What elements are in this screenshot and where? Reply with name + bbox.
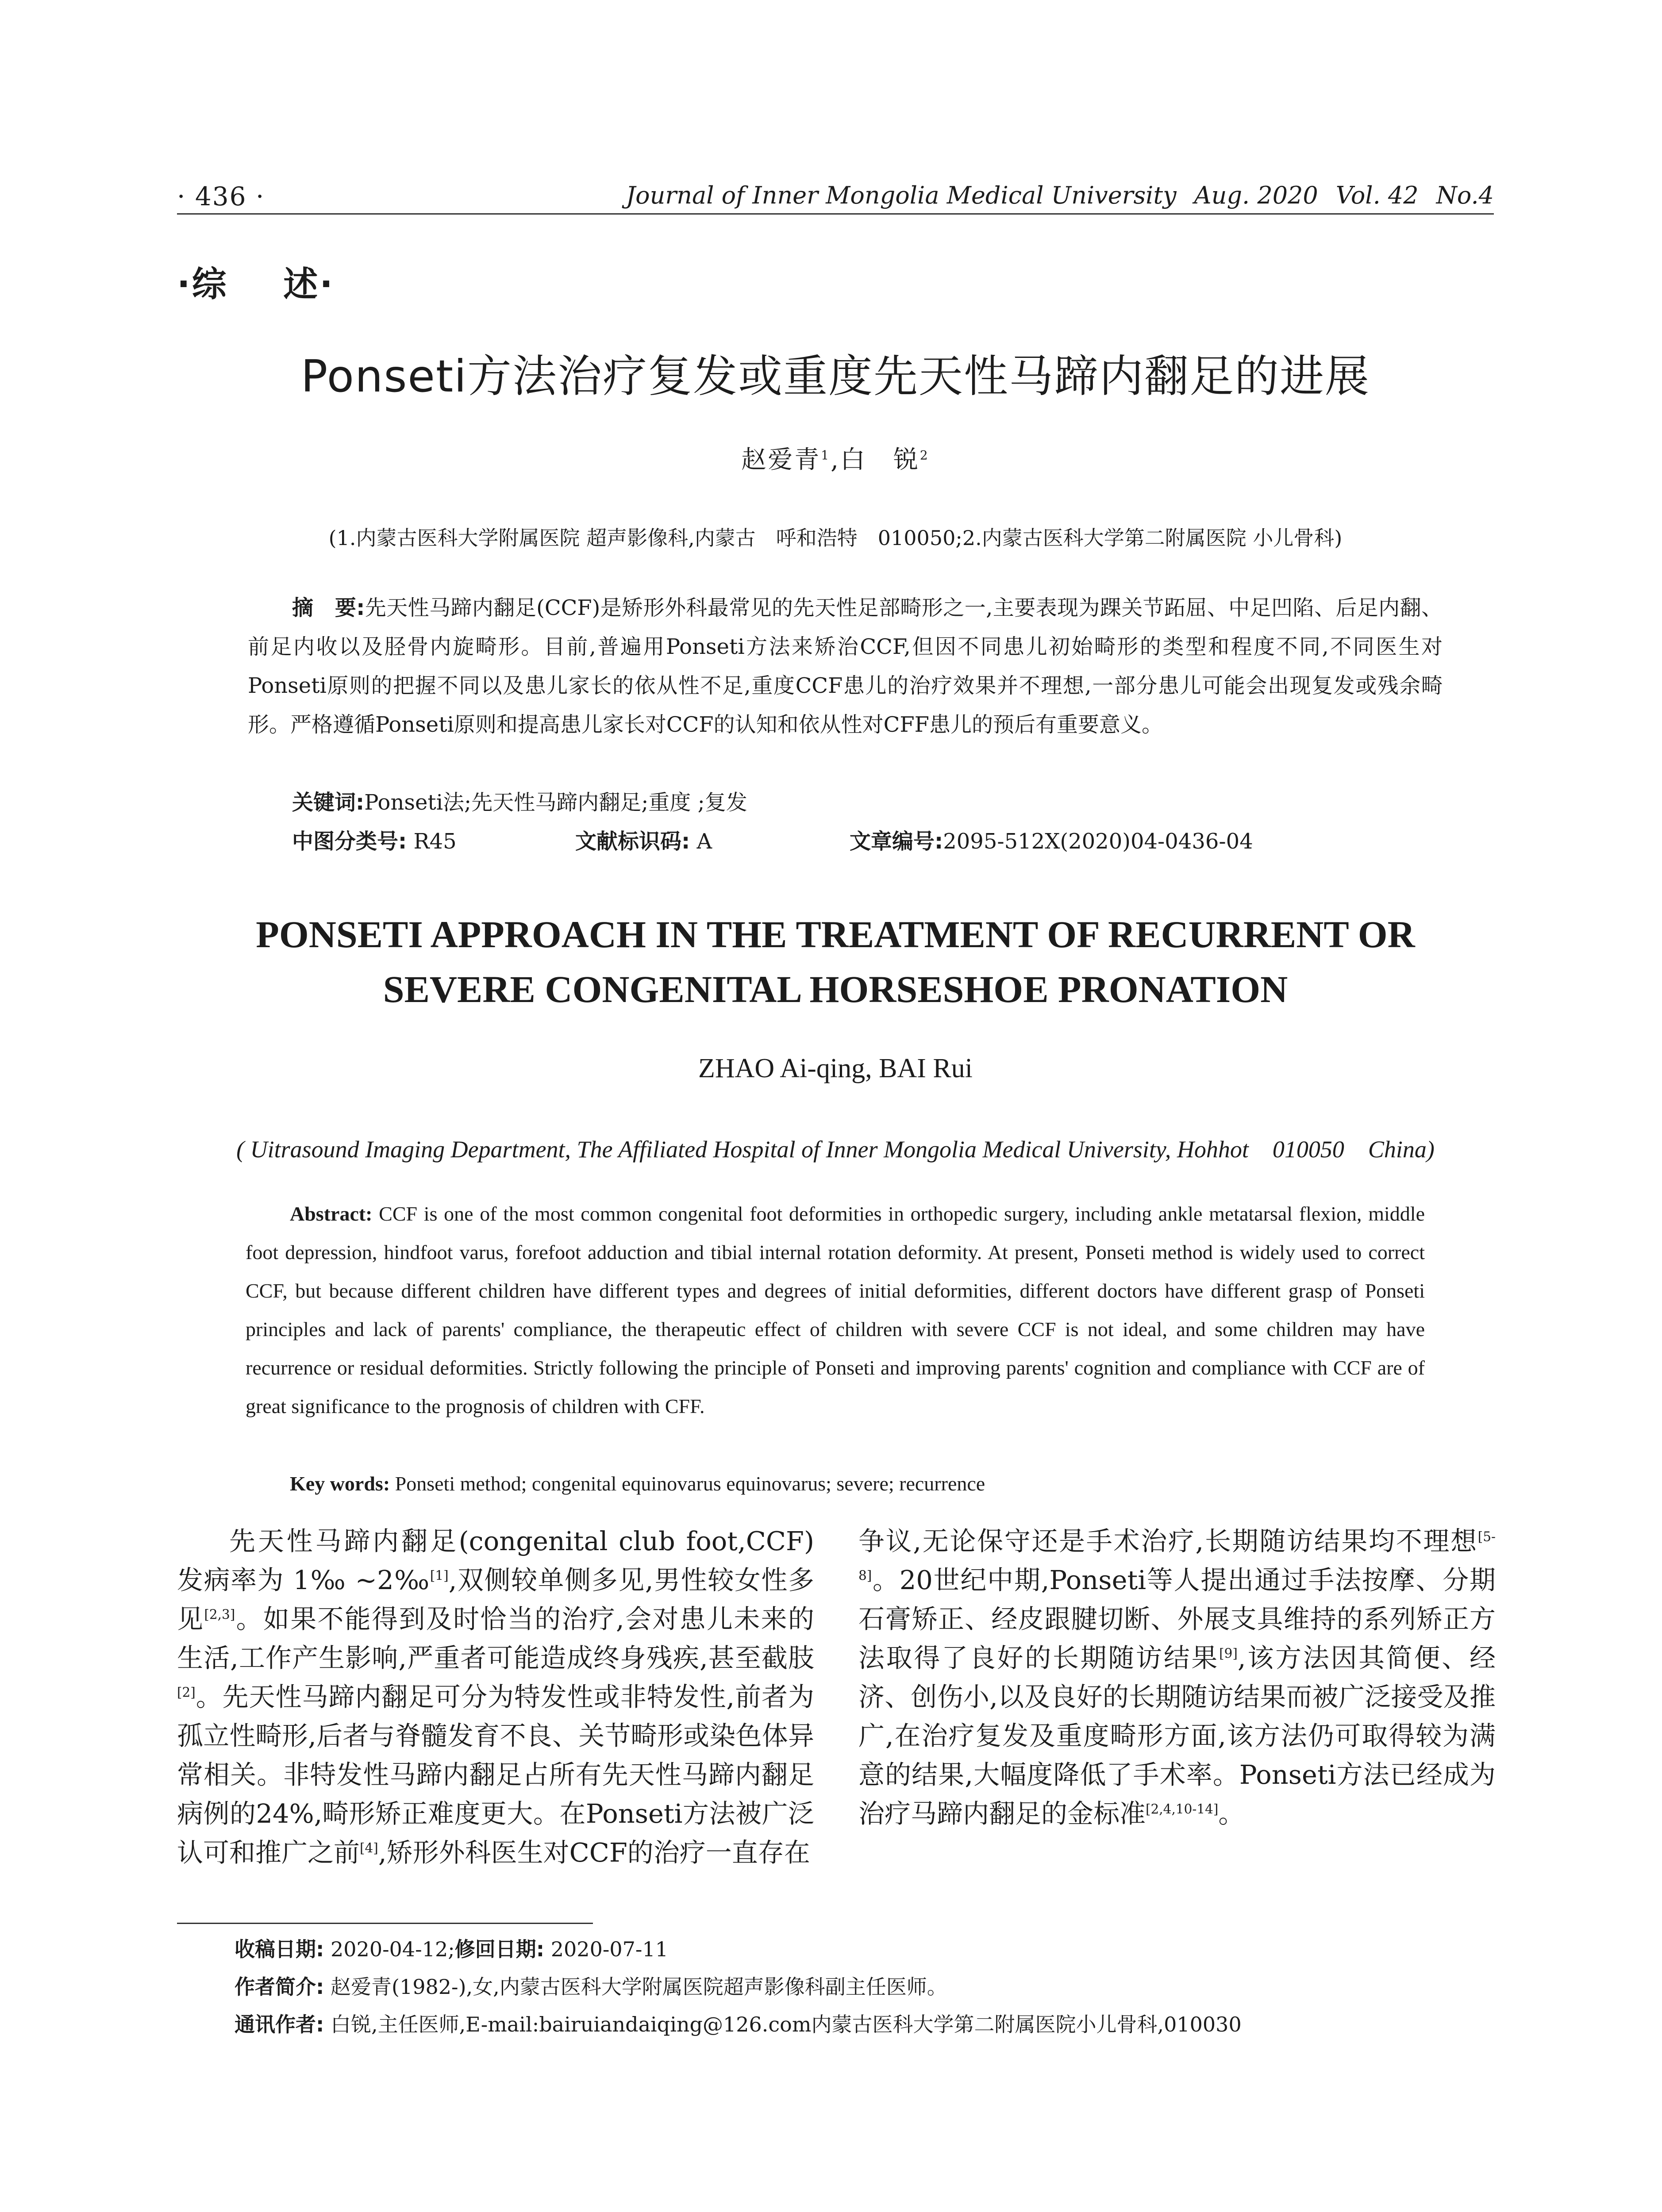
- citation: [2]: [177, 1685, 196, 1700]
- revised-label: 修回日期:: [454, 1937, 545, 1961]
- cn-author-1: 赵爱青: [741, 445, 821, 474]
- page-number: · 436 ·: [177, 181, 265, 211]
- en-keywords-label: Key words:: [290, 1472, 390, 1495]
- article-no-value: 2095-512X(2020)04-0436-04: [943, 829, 1253, 854]
- contact-label: 通讯作者:: [235, 2012, 324, 2036]
- clc-value: R45: [407, 829, 457, 854]
- cn-author-2: 白 锐: [840, 445, 920, 474]
- en-title-line-1: PONSETI APPROACH IN THE TREATMENT OF RECURRENT OR: [256, 913, 1415, 956]
- article-no-label: 文章编号:: [850, 829, 943, 854]
- footnote-rule: [177, 1923, 593, 1924]
- clc-label: 中图分类号:: [292, 829, 407, 854]
- body-text: 。先天性马蹄内翻足可分为特发性或非特发性,前者为孤立性畸形,后者与脊髓发育不良、关节畸形或染色体异常相关。非特发性马蹄内翻足占所有先天性马蹄内翻足病例的24%,畸形矫正难度更大。在Ponseti方法被广泛认可和推广之前: [177, 1682, 814, 1868]
- cn-keywords: [292, 783, 1487, 822]
- author-bio-value: 赵爱青(1982-),女,内蒙古医科大学附属医院超声影像科副主任医师。: [324, 1975, 947, 1999]
- received-value: 2020-04-12;: [324, 1937, 455, 1961]
- cn-affiliation: (1.内蒙古医科大学附属医院 超声影像科,内蒙古 呼和浩特 010050;2.内蒙古医科大学第二附属医院 小儿骨科): [328, 526, 1343, 550]
- body-text: ,双侧较单侧多见,男性较女性多见: [177, 1565, 814, 1634]
- en-title-line-2: SEVERE CONGENITAL HORSESHOE PRONATION: [383, 968, 1288, 1010]
- journal-name: Journal of Inner Mongolia Medical University: [626, 181, 1177, 209]
- journal-date: Aug. 2020: [1194, 181, 1318, 209]
- cn-title: Ponseti方法治疗复发或重度先天性马蹄内翻足的进展: [301, 350, 1370, 402]
- doc-code-label: 文献标识码:: [575, 829, 690, 854]
- body-column-left: [177, 1522, 814, 1872]
- cn-meta: [292, 822, 1443, 861]
- footnote-contact: [235, 2008, 1242, 2038]
- en-keywords-text: Ponseti method; congenital equinovarus equinovarus; severe; recurrence: [390, 1472, 985, 1495]
- body-text: 先天性马蹄内翻足(congenital club foot,CCF)发病率为 1‰ ~2‰: [177, 1526, 814, 1595]
- cn-author-1-sup: 1: [821, 448, 831, 463]
- en-abstract-label: Abstract:: [290, 1202, 373, 1225]
- en-affiliation: ( Uitrasound Imaging Department, The Affiliated Hospital of Inner Mongolia Medical University, Hohhot 010050 China): [236, 1136, 1435, 1163]
- cn-authors: [177, 440, 1494, 476]
- doc-code-value: A: [690, 829, 712, 854]
- received-label: 收稿日期:: [235, 1937, 324, 1961]
- body-paragraph: [858, 1522, 1496, 1833]
- cn-abstract-label: 摘 要:: [292, 595, 365, 620]
- en-keywords: [290, 1464, 1469, 1503]
- citation: [2,3]: [204, 1607, 235, 1622]
- en-authors: ZHAO Ai-qing, BAI Rui: [698, 1053, 973, 1083]
- header-rule: [177, 213, 1494, 215]
- body-column-right: [858, 1522, 1496, 1833]
- footnote-author: [235, 1971, 947, 2000]
- cn-abstract-text: 先天性马蹄内翻足(CCF)是矫形外科最常见的先天性足部畸形之一,主要表现为踝关节跖屈、中足凹陷、后足内翻、前足内收以及胫骨内旋畸形。目前,普遍用Ponseti方法来矫治CCF,但因不同患儿初始畸形的类型和程度不同,不同医生对Ponseti原则的把握不同以及患儿家长的依从性不足,重度CCF患儿的治疗效果并不理想,一部分患儿可能会出现复发或残余畸形。严格遵循Ponseti原则和提高患儿家长对CCF的认知和依从性对CFF患儿的预后有重要意义。: [248, 595, 1443, 737]
- section-label: ·综 述·: [177, 265, 335, 304]
- author-bio-label: 作者简介:: [235, 1975, 324, 1999]
- body-text: 。如果不能得到及时恰当的治疗,会对患儿未来的生活,工作产生影响,严重者可能造成终身残疾,甚至截肢: [177, 1604, 814, 1673]
- en-abstract-text: CCF is one of the most common congenital foot deformities in orthopedic surgery, including ankle metatarsal flexion, middle foot depression, hindfoot varus, forefoot adduction and tibial internal rotation deformity. At present, Ponseti method is widely used to correct CCF, but because different children have different types and degrees of initial deformities, different doctors have different grasp of Ponseti principles and lack of parents' compliance, the therapeutic effect of children with severe CCF is not ideal, and some children may have recurrence or residual deformities. Strictly following the principle of Ponseti and improving parents' cognition and compliance with CCF are of great significance to the prognosis of children with CFF.: [246, 1202, 1425, 1417]
- journal-issue: No.4: [1436, 181, 1494, 209]
- body-text: 争议,无论保守还是手术治疗,长期随访结果均不理想: [858, 1526, 1478, 1556]
- body-text: 。20世纪中期,Ponseti等人提出通过手法按摩、分期石膏矫正、经皮跟腱切断、外展支具维持的系列矫正方法取得了良好的长期随访结果: [858, 1565, 1496, 1673]
- contact-value: 白锐,主任医师,E-mail:bairuiandaiqing@126.com内蒙古医科大学第二附属医院小儿骨科,010030: [324, 2012, 1242, 2036]
- body-text: ,该方法因其简便、经济、创伤小,以及良好的长期随访结果而被广泛接受及推广,在治疗复发及重度畸形方面,该方法仍可取得较为满意的结果,大幅度降低了手术率。Ponseti方法已经成为治疗马蹄内翻足的金标准: [858, 1643, 1496, 1829]
- cn-keywords-text: Ponseti法;先天性马蹄内翻足;重度 ;复发: [364, 790, 747, 815]
- citation: [2,4,10-14]: [1146, 1801, 1219, 1817]
- cn-abstract: [248, 588, 1443, 744]
- cn-author-2-sup: 2: [919, 448, 930, 463]
- journal-volume: Vol. 42: [1335, 181, 1419, 209]
- journal-header: [626, 181, 1494, 209]
- body-text: 。: [1218, 1798, 1245, 1829]
- en-title: [177, 907, 1494, 1017]
- footnote-dates: [235, 1933, 668, 1962]
- body-text: ,矫形外科医生对CCF的治疗一直存在: [378, 1837, 810, 1868]
- citation: [5-8]: [858, 1529, 1496, 1583]
- cn-keywords-label: 关键词:: [292, 790, 365, 815]
- citation: [9]: [1219, 1646, 1238, 1661]
- en-abstract: [246, 1194, 1425, 1425]
- revised-value: 2020-07-11: [544, 1937, 668, 1961]
- cn-author-sep: ,: [831, 445, 840, 474]
- citation: [4]: [360, 1840, 378, 1856]
- citation: [1]: [430, 1568, 449, 1583]
- body-paragraph: [177, 1522, 814, 1872]
